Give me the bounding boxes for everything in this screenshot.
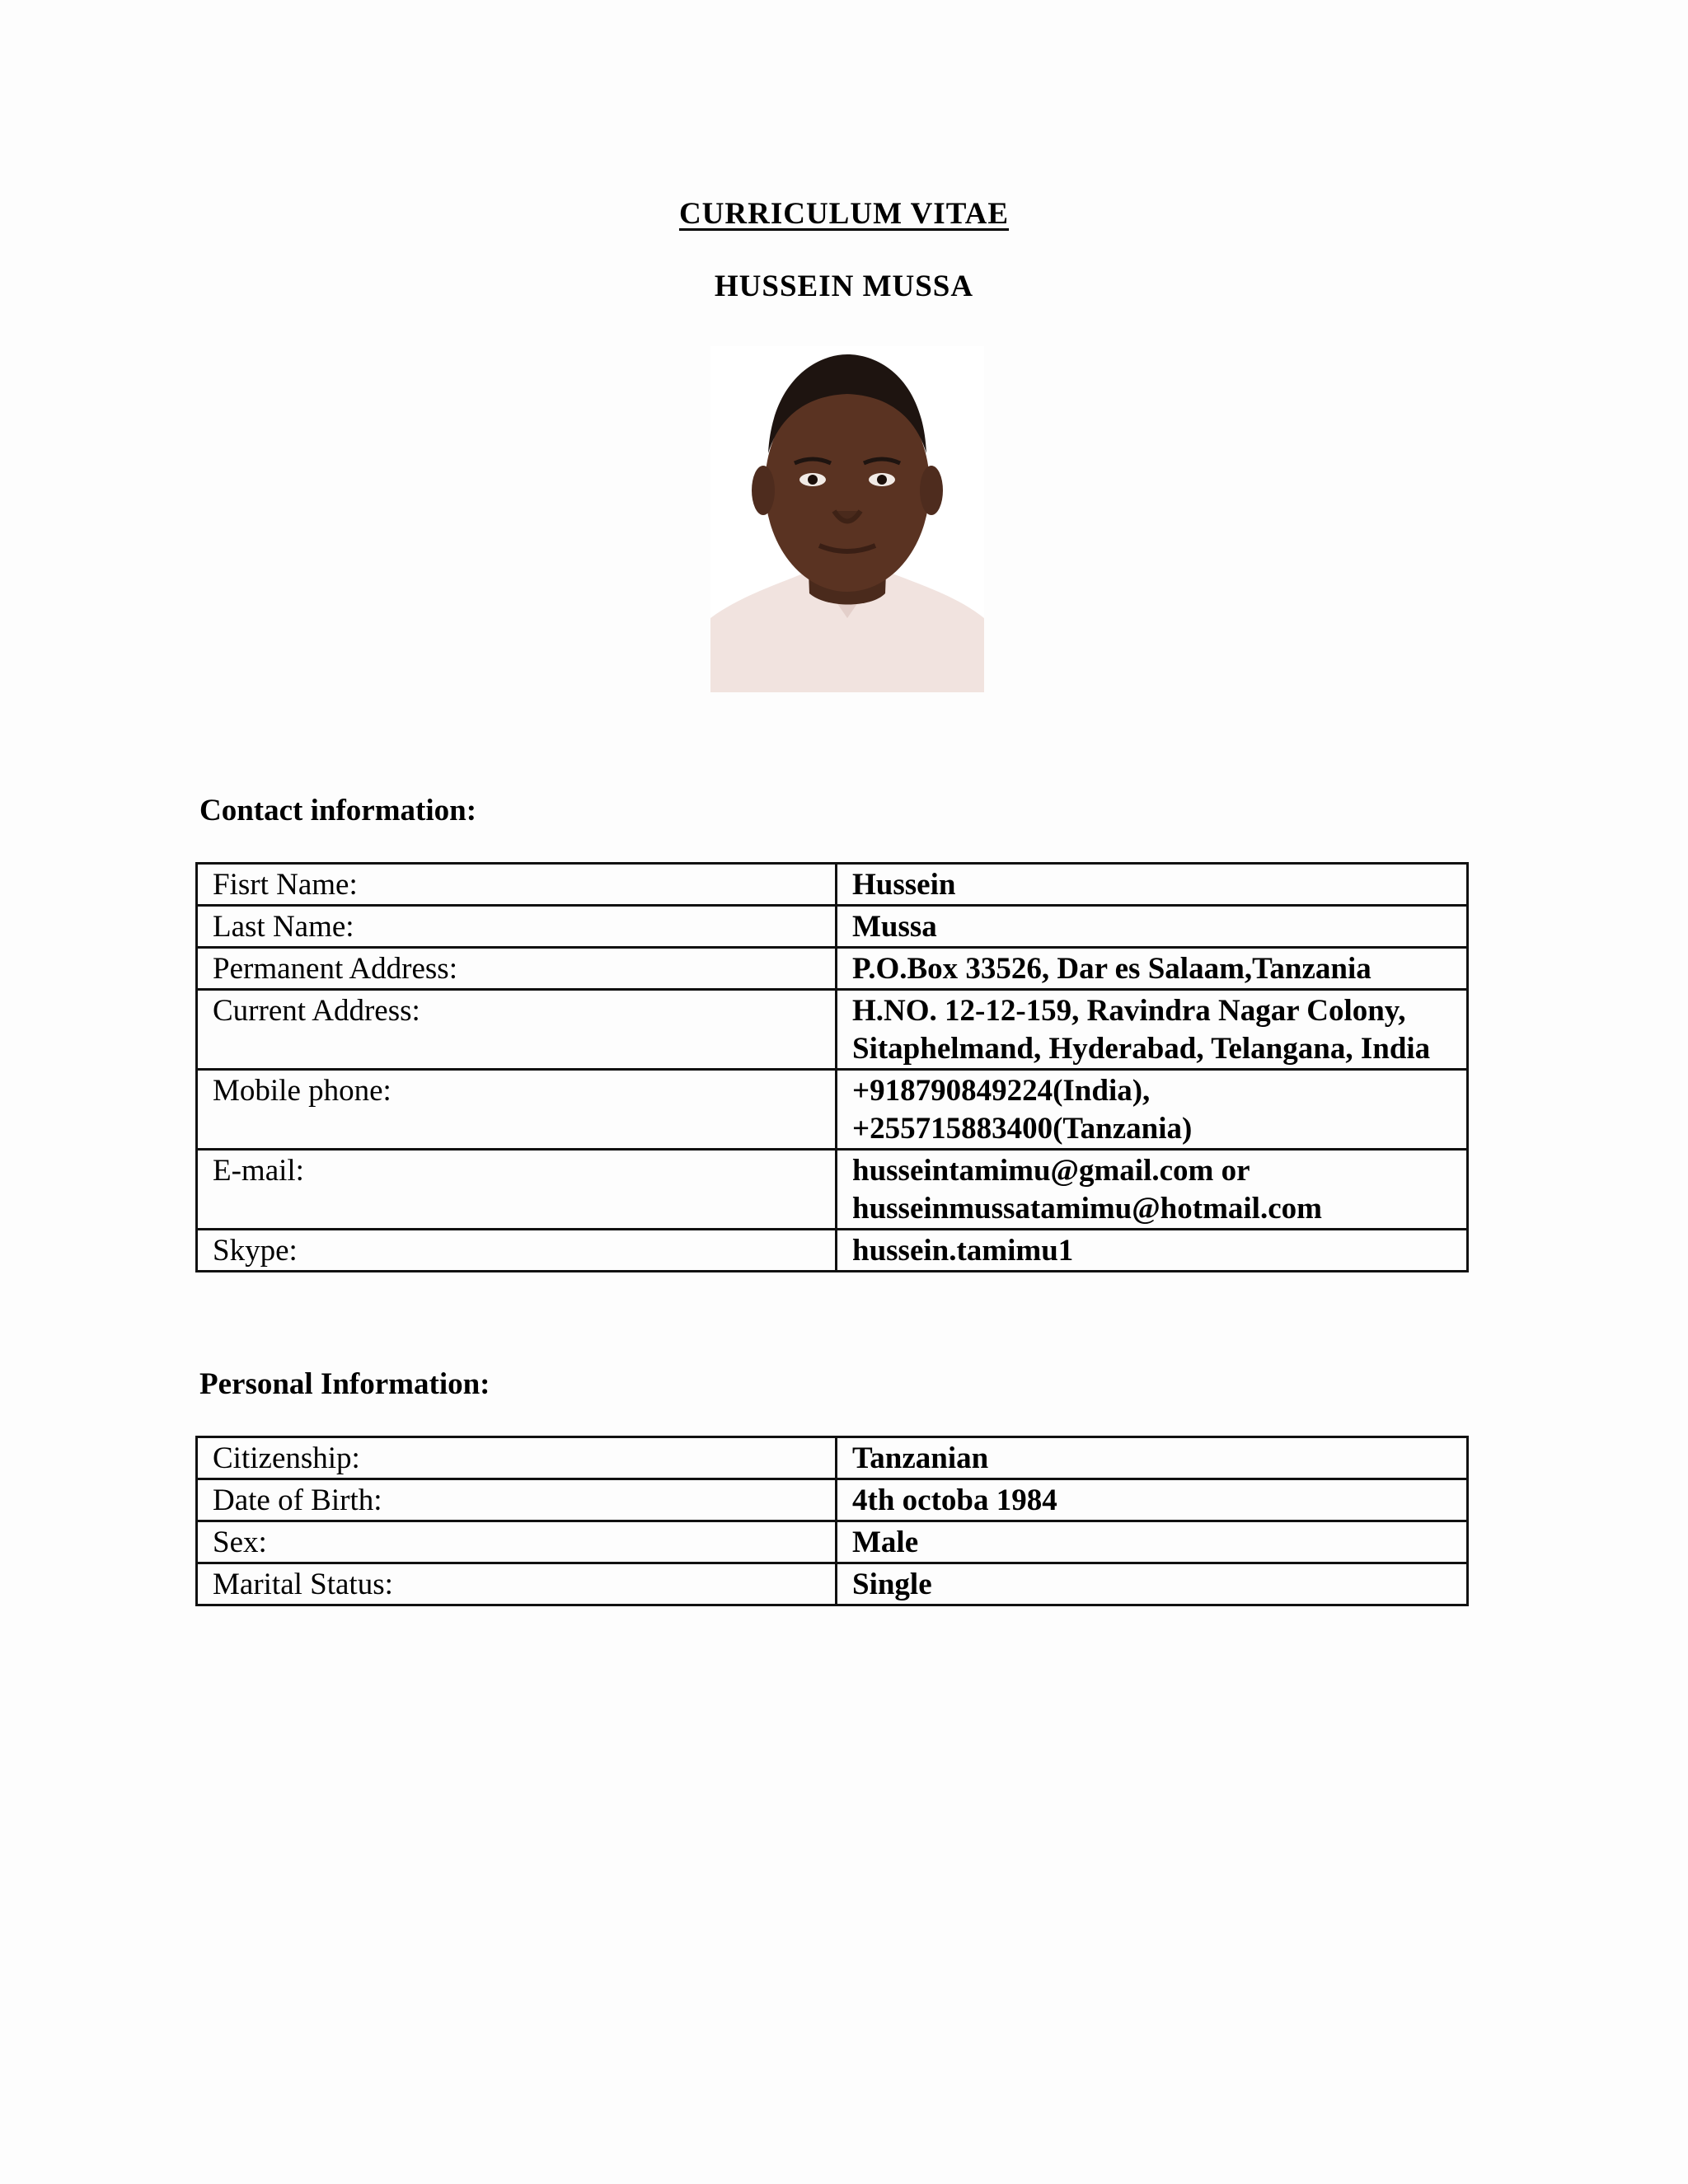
email-label: E-mail: bbox=[197, 1150, 837, 1230]
table-row bbox=[197, 1437, 1468, 1479]
table-row bbox=[197, 1150, 1468, 1230]
table-row bbox=[197, 990, 1468, 1070]
first-name-label: Fisrt Name: bbox=[197, 864, 837, 906]
table-row bbox=[197, 1070, 1468, 1150]
candidate-name: HUSSEIN MUSSA bbox=[714, 269, 974, 303]
marital-status-value: Single bbox=[837, 1563, 1468, 1605]
skype-label: Skype: bbox=[197, 1230, 837, 1272]
sex-value: Male bbox=[837, 1521, 1468, 1563]
date-of-birth-label: Date of Birth: bbox=[197, 1479, 837, 1521]
table-row bbox=[197, 864, 1468, 906]
table-row bbox=[197, 1230, 1468, 1272]
last-name-value: Mussa bbox=[837, 906, 1468, 948]
personal-table bbox=[195, 1436, 1469, 1606]
marital-status-label: Marital Status: bbox=[197, 1563, 837, 1605]
permanent-address-label: Permanent Address: bbox=[197, 948, 837, 990]
email-value: husseintamimu@gmail.com or husseinmussatamimu@hotmail.com bbox=[837, 1150, 1468, 1230]
citizenship-value: Tanzanian bbox=[837, 1437, 1468, 1479]
date-of-birth-value: 4th octoba 1984 bbox=[837, 1479, 1468, 1521]
contact-table bbox=[195, 862, 1469, 1272]
skype-value: hussein.tamimu1 bbox=[837, 1230, 1468, 1272]
table-row bbox=[197, 1479, 1468, 1521]
document-title bbox=[0, 196, 1688, 232]
candidate-photo bbox=[710, 346, 984, 692]
document-title-text: CURRICULUM VITAE bbox=[678, 197, 1010, 231]
sex-label: Sex: bbox=[197, 1521, 837, 1563]
first-name-value: Hussein bbox=[837, 864, 1468, 906]
portrait-image bbox=[710, 346, 984, 692]
permanent-address-value: P.O.Box 33526, Dar es Salaam,Tanzania bbox=[837, 948, 1468, 990]
table-row bbox=[197, 948, 1468, 990]
mobile-phone-value: +918790849224(India), +255715883400(Tanzania) bbox=[837, 1070, 1468, 1150]
table-row bbox=[197, 906, 1468, 948]
current-address-value: H.NO. 12-12-159, Ravindra Nagar Colony, Sitaphelmand, Hyderabad, Telangana, India bbox=[837, 990, 1468, 1070]
table-row bbox=[197, 1521, 1468, 1563]
table-row bbox=[197, 1563, 1468, 1605]
citizenship-label: Citizenship: bbox=[197, 1437, 837, 1479]
mobile-phone-label: Mobile phone: bbox=[197, 1070, 837, 1150]
contact-section-heading: Contact information: bbox=[199, 794, 477, 827]
last-name-label: Last Name: bbox=[197, 906, 837, 948]
personal-section-heading: Personal Information: bbox=[199, 1367, 490, 1401]
current-address-label: Current Address: bbox=[197, 990, 837, 1070]
